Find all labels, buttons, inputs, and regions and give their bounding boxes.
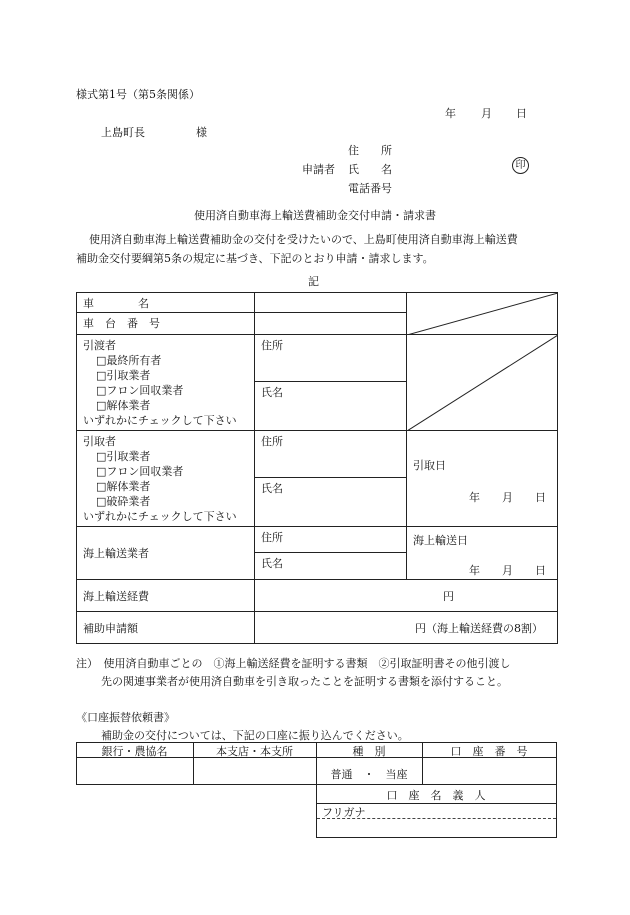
note-line-1: 注） 使用済自動車ごとの ①海上輸送経費を証明する書類 ②引取証明書その他引渡し (76, 657, 511, 670)
receiver-option[interactable]: □引取業者 (96, 450, 151, 463)
bank-heading: 《口座振替依頼書》 (76, 711, 175, 724)
bank-table (76, 742, 557, 839)
receiver-name[interactable]: 氏名 (255, 478, 407, 527)
account-holder-label: 口 座 名 義 人 (386, 789, 486, 802)
cost-label-cell (77, 580, 255, 612)
branch-name-input[interactable] (194, 758, 316, 784)
transferor-title: 引渡者 (83, 339, 116, 352)
seal-mark: 印 (512, 157, 529, 174)
cost-label: 海上輸送経費 (83, 589, 149, 603)
transferor-cell (77, 335, 255, 431)
chassis-number-value[interactable] (255, 313, 407, 335)
transferor-option[interactable]: □引取業者 (96, 369, 151, 382)
transferor-option[interactable]: □解体業者 (96, 399, 151, 412)
form-number: 様式第1号（第5条関係） (76, 88, 200, 101)
date-year: 年 (445, 107, 456, 120)
transferor-option[interactable]: □フロン回収業者 (96, 384, 184, 397)
shipping-date: 年 月 日 (469, 564, 546, 577)
cost-value[interactable] (255, 580, 558, 612)
bank-header-account-number: 口 座 番 号 (450, 745, 528, 758)
transferor-address[interactable]: 住所 (255, 335, 407, 382)
shipper-name[interactable]: 氏名 (255, 553, 407, 580)
transferor-name[interactable]: 氏名 (255, 382, 407, 431)
shipping-date-label: 海上輸送日 (413, 534, 468, 547)
account-holder-input[interactable] (317, 819, 556, 837)
receiver-note: いずれかにチェックして下さい (83, 510, 237, 523)
diagonal-line (407, 293, 558, 335)
transferor-option[interactable]: □最終所有者 (96, 354, 162, 367)
account-number-input[interactable] (423, 758, 556, 784)
applicant-phone-label: 電話番号 (348, 182, 392, 195)
applicant-role-label: 申請者 (302, 163, 335, 176)
car-name-label: 車 名 (77, 293, 255, 313)
shipper-address[interactable]: 住所 (255, 527, 407, 553)
addressee-name: 上島町長 (101, 126, 145, 139)
applicant-name-label: 氏 名 (348, 163, 392, 176)
pickup-date-label: 引取日 (413, 459, 446, 472)
shipping-date-cell[interactable] (407, 527, 558, 580)
document-title: 使用済自動車海上輸送費補助金交付申請・請求書 (194, 209, 436, 222)
ki-heading: 記 (308, 275, 319, 288)
diagonal-line (407, 335, 558, 431)
applicant-address-label: 住 所 (348, 144, 392, 157)
addressee-honorific: 様 (196, 126, 207, 139)
bank-header-type: 種 別 (352, 745, 386, 758)
bank-header-bank: 銀行・農協名 (101, 745, 168, 758)
pickup-date: 年 月 日 (469, 491, 546, 504)
receiver-address[interactable]: 住所 (255, 431, 407, 478)
diagonal-cell-2 (407, 335, 558, 431)
bank-name-input[interactable] (77, 758, 193, 784)
subsidy-unit: 円（海上輸送経費の8割） (415, 621, 543, 635)
subsidy-label: 補助申請額 (83, 621, 138, 635)
bank-header-branch: 本支店・本支所 (216, 745, 293, 758)
intro-line-1: 使用済自動車海上輸送費補助金の交付を受けたいので、上島町使用済自動車海上輸送費 (89, 233, 518, 246)
furigana-label: フリガナ (322, 806, 366, 819)
note-line-2: 先の関連事業者が使用済自動車を引き取ったことを証明する書類を添付すること。 (101, 675, 508, 688)
subsidy-label-cell (77, 612, 255, 644)
shipper-label-cell (77, 527, 255, 580)
bank-instruction: 補助金の交付については、下記の口座に振り込んでください。 (101, 729, 409, 742)
car-name-value[interactable] (255, 293, 407, 313)
diagonal-cell-1 (407, 293, 558, 335)
subsidy-value[interactable] (255, 612, 558, 644)
cost-unit: 円 (443, 589, 454, 603)
shipper-title: 海上輸送業者 (83, 547, 149, 560)
receiver-option[interactable]: □解体業者 (96, 480, 151, 493)
receiver-option[interactable]: □破砕業者 (96, 495, 151, 508)
pickup-date-cell[interactable] (407, 431, 558, 527)
account-type-choice[interactable]: 普通 ・ 当座 (330, 768, 408, 781)
chassis-number-label: 車 台 番 号 (77, 313, 255, 335)
date-month: 月 (481, 107, 492, 120)
receiver-title: 引取者 (83, 435, 116, 448)
receiver-cell (77, 431, 255, 527)
application-table (76, 292, 558, 644)
transferor-note: いずれかにチェックして下さい (83, 414, 237, 427)
date-day: 日 (516, 107, 527, 120)
intro-line-2: 補助金交付要綱第5条の規定に基づき、下記のとおり申請・請求します。 (76, 252, 434, 265)
receiver-option[interactable]: □フロン回収業者 (96, 465, 184, 478)
